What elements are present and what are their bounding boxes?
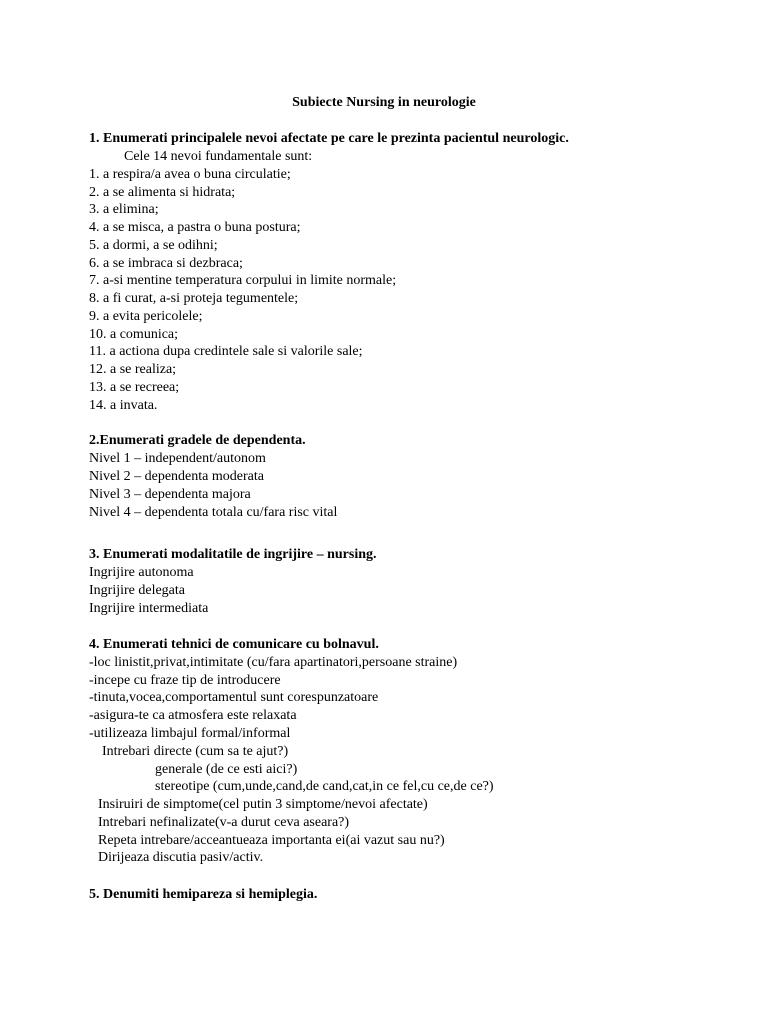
- list-item: Ingrijire intermediata: [89, 601, 209, 616]
- list-item: Dirijeaza discutia pasiv/activ.: [98, 850, 264, 865]
- list-item: 10. a comunica;: [89, 327, 179, 342]
- list-item: 5. a dormi, a se odihni;: [89, 238, 218, 253]
- list-item: Insiruiri de simptome(cel putin 3 simptome/nevoi afectate): [98, 797, 428, 812]
- section-2-heading: 2.Enumerati gradele de dependenta.: [89, 433, 306, 448]
- list-item: 8. a fi curat, a-si proteja tegumentele;: [89, 291, 299, 306]
- list-item: Ingrijire delegata: [89, 583, 186, 598]
- list-item: Intrebari nefinalizate(v-a durut ceva aseara?): [98, 815, 350, 830]
- list-item: -incepe cu fraze tip de introducere: [89, 673, 281, 688]
- list-item: Nivel 2 – dependenta moderata: [89, 469, 264, 484]
- page-title: Subiecte Nursing in neurologie: [292, 95, 476, 110]
- list-item: Nivel 1 – independent/autonom: [89, 451, 266, 466]
- section-5-heading: 5. Denumiti hemipareza si hemiplegia.: [89, 887, 318, 902]
- list-item: Ingrijire autonoma: [89, 565, 194, 580]
- section-4-heading: 4. Enumerati tehnici de comunicare cu bolnavul.: [89, 637, 379, 652]
- list-item: -utilizeaza limbajul formal/informal: [89, 726, 291, 741]
- list-item: 11. a actiona dupa credintele sale si valorile sale;: [89, 344, 363, 359]
- section-1-intro: Cele 14 nevoi fundamentale sunt:: [124, 149, 313, 164]
- list-item: stereotipe (cum,unde,cand,de cand,cat,in ce fel,cu ce,de ce?): [155, 779, 494, 794]
- list-item: generale (de ce esti aici?): [155, 762, 298, 777]
- list-item: Repeta intrebare/acceantueaza importanta ei(ai vazut sau nu?): [98, 833, 445, 848]
- list-item: 12. a se realiza;: [89, 362, 177, 377]
- list-item: Nivel 4 – dependenta totala cu/fara risc vital: [89, 505, 338, 520]
- list-item: 7. a-si mentine temperatura corpului in limite normale;: [89, 273, 397, 288]
- section-1-heading: 1. Enumerati principalele nevoi afectate pe care le prezinta pacientul neurologic.: [89, 131, 569, 146]
- list-item: -asigura-te ca atmosfera este relaxata: [89, 708, 297, 723]
- list-item: -tinuta,vocea,comportamentul sunt corespunzatoare: [89, 690, 379, 705]
- list-item: 2. a se alimenta si hidrata;: [89, 185, 236, 200]
- list-item: 14. a invata.: [89, 398, 158, 413]
- list-item: 9. a evita pericolele;: [89, 309, 203, 324]
- section-3-heading: 3. Enumerati modalitatile de ingrijire – nursing.: [89, 547, 377, 562]
- list-item: -loc linistit,privat,intimitate (cu/fara apartinatori,persoane straine): [89, 655, 458, 670]
- list-item: 3. a elimina;: [89, 202, 159, 217]
- list-item: 4. a se misca, a pastra o buna postura;: [89, 220, 301, 235]
- list-item: Nivel 3 – dependenta majora: [89, 487, 251, 502]
- list-item: 13. a se recreea;: [89, 380, 180, 395]
- list-item: 6. a se imbraca si dezbraca;: [89, 256, 243, 271]
- list-item: 1. a respira/a avea o buna circulatie;: [89, 167, 291, 182]
- list-item: Intrebari directe (cum sa te ajut?): [102, 744, 289, 759]
